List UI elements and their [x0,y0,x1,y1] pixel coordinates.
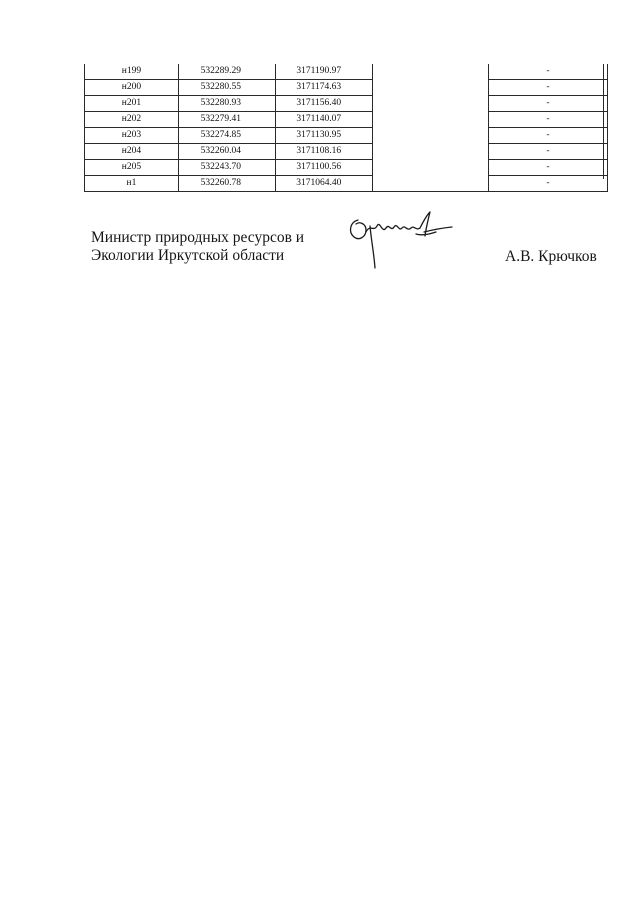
blank-cell [372,160,488,176]
point-cell: н205 [85,160,179,176]
blank-cell [372,80,488,96]
y-coordinate-cell: 3171190.97 [275,64,372,80]
signatory-position [91,229,304,265]
point-cell: н199 [85,64,179,80]
point-cell: н204 [85,144,179,160]
x-coordinate-cell: 532280.55 [178,80,275,96]
x-coordinate-cell: 532289.29 [178,64,275,80]
y-coordinate-cell: 3171130.95 [275,128,372,144]
y-coordinate-cell: 3171140.07 [275,112,372,128]
table-row [85,112,608,128]
table-row [85,80,608,96]
x-coordinate-cell: 532260.04 [178,144,275,160]
table-row [85,96,608,112]
point-cell: н1 [85,176,179,192]
blank-cell [372,176,488,192]
point-cell: н203 [85,128,179,144]
table-outer-border [603,64,604,179]
y-coordinate-cell: 3171156.40 [275,96,372,112]
y-coordinate-cell: 3171108.16 [275,144,372,160]
distance-cell: - [488,96,607,112]
table-row [85,176,608,192]
distance-cell: - [488,112,607,128]
blank-cell [372,144,488,160]
table-row [85,144,608,160]
table-row [85,160,608,176]
signatory-position-line2: Экологии Иркутской области [91,247,285,264]
table-row [85,64,608,80]
blank-cell [372,64,488,80]
table-row [85,128,608,144]
handwritten-signature [344,210,456,276]
blank-cell [372,112,488,128]
blank-cell [372,96,488,112]
distance-cell: - [488,80,607,96]
distance-cell: - [488,128,607,144]
signatory-name: А.В. Крючков [505,248,597,265]
point-cell: н201 [85,96,179,112]
x-coordinate-cell: 532260.78 [178,176,275,192]
signatory-position-line1: Министр природных ресурсов и [91,229,305,246]
point-cell: н200 [85,80,179,96]
distance-cell: - [488,144,607,160]
distance-cell: - [488,176,607,192]
coordinates-table [84,64,608,192]
point-cell: н202 [85,112,179,128]
distance-cell: - [488,160,607,176]
x-coordinate-cell: 532274.85 [178,128,275,144]
x-coordinate-cell: 532279.41 [178,112,275,128]
y-coordinate-cell: 3171100.56 [275,160,372,176]
y-coordinate-cell: 3171174.63 [275,80,372,96]
distance-cell: - [488,64,607,80]
y-coordinate-cell: 3171064.40 [275,176,372,192]
blank-cell [372,128,488,144]
coordinates-table-body [85,64,608,192]
x-coordinate-cell: 532243.70 [178,160,275,176]
x-coordinate-cell: 532280.93 [178,96,275,112]
